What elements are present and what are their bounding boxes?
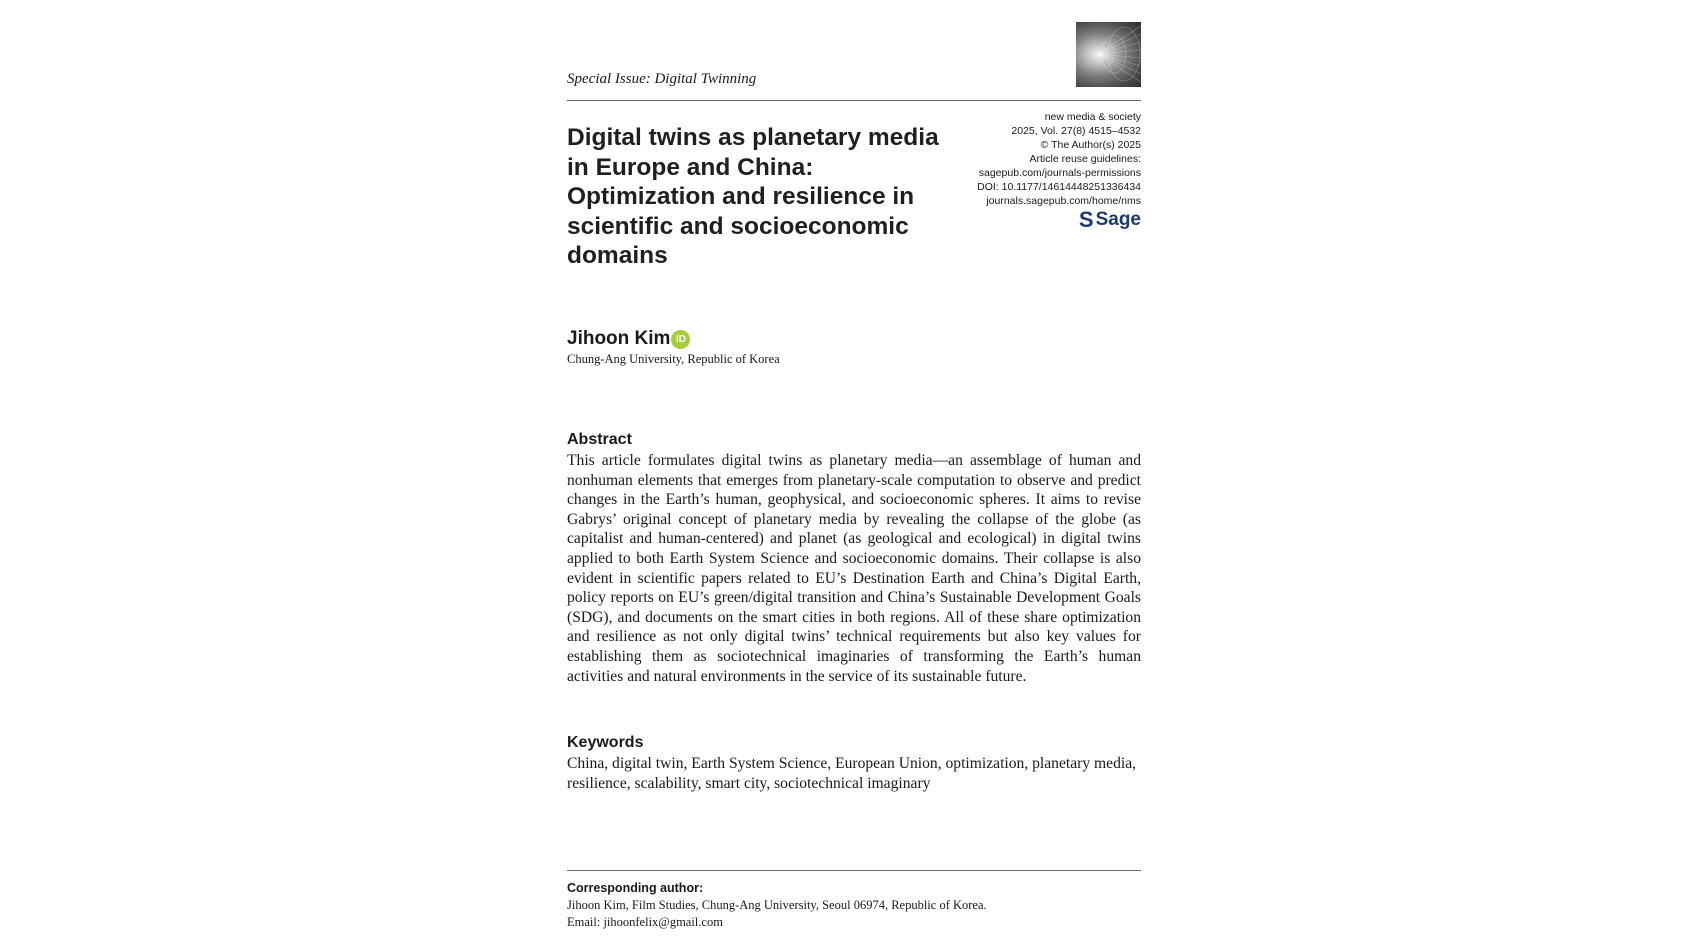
journal-volume: 2025, Vol. 27(8) 4515–4532 (1011, 125, 1141, 137)
journal-cover-thumbnail (1076, 22, 1141, 87)
sage-wordmark: Sage (1095, 209, 1141, 230)
journal-homepage-link[interactable]: journals.sagepub.com/home/nms (986, 195, 1141, 207)
doi-link[interactable]: DOI: 10.1177/14614448251336434 (977, 181, 1141, 193)
reuse-guidelines-link[interactable]: sagepub.com/journals-permissions (978, 167, 1141, 179)
abstract-heading: Abstract (567, 431, 632, 448)
reuse-guidelines-label: Article reuse guidelines: (1029, 153, 1141, 165)
article-page (567, 0, 1141, 947)
sage-s-icon: S (1078, 207, 1094, 232)
sage-logo (1079, 209, 1141, 231)
journal-name: new media & society (1044, 111, 1141, 123)
author-name: Jihoon Kim (567, 328, 671, 349)
copyright-notice: © The Author(s) 2025 (1040, 139, 1141, 151)
cover-image-icon (1076, 22, 1141, 87)
article-title: Digital twins as planetary media in Europe and China: Optimization and resilience in scientific and socioeconomic domains (567, 124, 939, 269)
footnote-divider (567, 870, 1141, 871)
corresponding-author-email[interactable]: Email: jihoonfelix@gmail.com (567, 915, 723, 929)
author-block (567, 328, 690, 350)
corresponding-author-label: Corresponding author: (567, 881, 704, 895)
orcid-icon[interactable]: iD (671, 330, 690, 349)
corresponding-author-address: Jihoon Kim, Film Studies, Chung-Ang University, Seoul 06974, Republic of Korea. (567, 898, 987, 912)
keywords-heading: Keywords (567, 734, 644, 751)
publication-meta (977, 110, 1141, 208)
author-affiliation: Chung-Ang University, Republic of Korea (567, 352, 780, 366)
keywords-list: China, digital twin, Earth System Science, European Union, optimization, planetary media, resilience, scalability, smart city, sociotechnical imaginary (567, 755, 1137, 792)
special-issue-label: Special Issue: Digital Twinning (567, 71, 757, 87)
abstract-body: This article formulates digital twins as planetary media—an assemblage of human and nonhuman elements that emerges from planetary-scale computation to observe and predict changes in the Earth’s human, geophysical, and socioeconomic spheres. It aims to revise Gabrys’ original concept of planetary media by revealing the collapse of the globe (as capitalist and human-centered) and planet (as geological and ecological) in digital twins applied to both Earth System Science and socioeconomic domains. Their collapse is also evident in scientific papers related to EU’s Destination Earth and China’s Digital Earth, policy reports on EU’s green/digital transition and China’s Sustainable Development Goals (SDG), and documents on the smart cities in both regions. All of these share optimization and resilience as not only digital twins’ technical requirements but also key values for establishing them as sociotechnical imaginaries of transforming the Earth’s human activities and natural environments in the service of its sustainable future. (567, 452, 1141, 685)
header-divider (567, 100, 1141, 101)
